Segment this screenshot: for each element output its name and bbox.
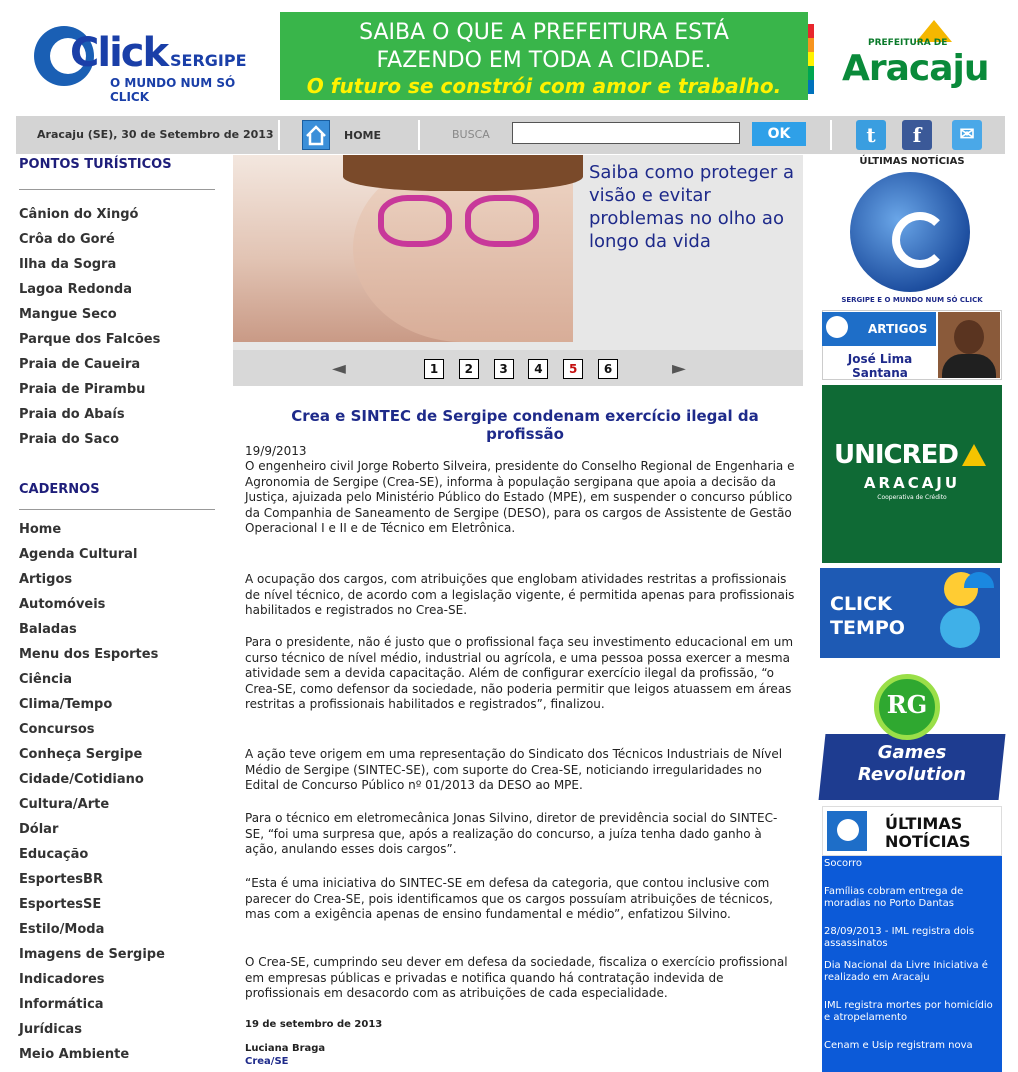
sidebar-item-section[interactable]: Menu dos Esportes [19, 647, 159, 662]
article-footer-date: 19 de setembro de 2013 [245, 1019, 383, 1030]
article-org-link[interactable]: Crea/SE [245, 1056, 289, 1067]
slide-page-button[interactable]: 4 [528, 359, 548, 379]
current-date: Aracaju (SE), 30 de Setembro de 2013 [37, 128, 274, 141]
aracaju-prefix: PREFEITURA DE [868, 38, 948, 48]
mail-icon[interactable]: ✉ [952, 120, 982, 150]
slide-page-button[interactable]: 5 [563, 359, 583, 379]
glasses-lens-right [465, 195, 539, 247]
globe-c-icon [892, 212, 948, 268]
clicksergipe-logo[interactable] [30, 20, 262, 104]
divider [19, 509, 215, 510]
sidebar-item-tourism[interactable]: Mangue Seco [19, 307, 117, 322]
news-list-item[interactable]: Socorro [824, 858, 863, 869]
sidebar-item-section[interactable]: Indicadores [19, 972, 105, 987]
next-arrow-icon[interactable]: ► [672, 358, 686, 379]
sidebar-item-section[interactable]: Cultura/Arte [19, 797, 110, 812]
prefeitura-aracaju-logo[interactable] [838, 16, 988, 98]
news-header-line-2: NOTÍCIAS [885, 832, 971, 851]
slide-page-button[interactable]: 2 [459, 359, 479, 379]
sidebar-item-section[interactable]: Dólar [19, 822, 59, 837]
avatar-head [954, 320, 984, 354]
sections-title: CADERNOS [19, 482, 100, 497]
slide-navigation [233, 350, 803, 386]
banner-stripe-green [808, 66, 814, 80]
news-list-item[interactable]: Famílias cobram entrega de moradias no Porto Dantas [824, 886, 964, 909]
tempo-line-1: CLICK [830, 593, 892, 615]
article-title: Crea e SINTEC de Sergipe condenam exercício ilegal da profissão [291, 407, 759, 443]
aracaju-name: Aracaju [842, 48, 989, 89]
sidebar-item-section[interactable]: Educação [19, 847, 89, 862]
tempo-line-2: TEMPO [830, 617, 905, 639]
latest-news-header [822, 806, 1002, 856]
sidebar-item-section[interactable]: Home [19, 522, 62, 537]
sidebar-item-section[interactable]: Agenda Cultural [19, 547, 138, 562]
banner-stripe-yellow [808, 52, 814, 66]
article-paragraph: “Esta é uma iniciativa do SINTEC-SE em defesa da categoria, que contou inclusive com parecer do Crea-SE, pois identificamos que os cargos possuíam atribuições de técnicos, mas com a exigência apenas de ensino fundamental e médio”, enfatizou Silvino. [245, 876, 773, 922]
slide-page-button[interactable]: 1 [424, 359, 444, 379]
banner-line-1: SAIBA O QUE A PREFEITURA ESTÁ [359, 20, 729, 45]
sidebar-item-section[interactable]: Jurídicas [19, 1022, 82, 1037]
article-author: Luciana Braga [245, 1043, 326, 1054]
article-date: 19/9/2013 [245, 444, 307, 458]
latest-news-title: ÚLTIMAS NOTÍCIAS [859, 156, 965, 167]
news-list-item[interactable]: Dia Nacional da Livre Iniciativa é realizado em Aracaju [824, 960, 988, 983]
sidebar-item-section[interactable]: Automóveis [19, 597, 106, 612]
sidebar-item-section[interactable]: Ciência [19, 672, 73, 687]
artigos-author: José Lima Santana [847, 352, 913, 380]
search-input[interactable] [512, 122, 740, 144]
sidebar-item-section[interactable]: Estilo/Moda [19, 922, 105, 937]
featured-slide[interactable] [233, 155, 803, 350]
sidebar-item-section[interactable]: EsportesBR [19, 872, 103, 887]
news-list-item[interactable]: Cenam e Usip registram nova [824, 1040, 973, 1051]
slide-page-button[interactable]: 3 [494, 359, 514, 379]
banner-stripe-red [808, 24, 814, 38]
search-ok-button[interactable]: OK [752, 122, 806, 146]
sidebar-item-section[interactable]: Imagens de Sergipe [19, 947, 165, 962]
article-paragraph: O engenheiro civil Jorge Roberto Silveira, presidente do Conselho Regional de Engenharia e Agronomia de Sergipe (Crea-SE), informa à população sergipana que apoia a decisão da Justiça, ajuizada pelo Ministério Público do Estado (MPE), em suspender o concurso público da Companhia de Saneamento de Sergipe (DESO), para os cargos de Assistente de Gestão Operacional I e II e de Técnico em Eletrônica. [245, 459, 795, 536]
nav-divider [830, 120, 832, 150]
nav-divider [278, 120, 280, 150]
games-mark: RG [886, 690, 928, 719]
sidebar-item-section[interactable]: EsportesSE [19, 897, 102, 912]
bird-icon [940, 608, 980, 648]
divider [19, 189, 215, 190]
news-list-item[interactable]: 28/09/2013 - IML registra dois assassinatos [824, 926, 975, 949]
latest-news-list [822, 856, 1002, 1072]
unicred-subtitle: Cooperativa de Crédito [877, 494, 947, 501]
logo-tagline: O MUNDO NUM SÓ CLICK [110, 76, 236, 104]
sidebar-item-section[interactable]: Artigos [19, 572, 73, 587]
news-list-item[interactable]: IML registra mortes por homicídio e atropelamento [824, 1000, 993, 1023]
news-header-line-1: ÚLTIMAS [885, 814, 963, 833]
games-revolution-ad[interactable] [822, 670, 1002, 800]
banner-stripe-blue [808, 80, 814, 94]
sidebar-item-tourism[interactable]: Praia do Abaís [19, 407, 125, 422]
unicred-arrow-icon [962, 444, 986, 466]
sidebar-item-section[interactable]: Concursos [19, 722, 95, 737]
sidebar-item-section[interactable]: Clima/Tempo [19, 697, 113, 712]
news-c-inner [837, 819, 859, 841]
sidebar-item-section[interactable]: Cidade/Cotidiano [19, 772, 144, 787]
sidebar-item-section[interactable]: Conheça Sergipe [19, 747, 143, 762]
author-avatar [938, 312, 1000, 378]
home-icon[interactable] [302, 120, 330, 150]
article-paragraph: O Crea-SE, cumprindo seu dever em defesa da sociedade, fiscaliza o exercício profissional em empresas públicas e privadas e notifica quando há contratação indevida de profissionais em desacordo com as atribuições de cada especialidade. [245, 955, 788, 1001]
sidebar-item-tourism[interactable]: Parque dos Falcões [19, 332, 161, 347]
sidebar-item-tourism[interactable]: Praia do Saco [19, 432, 120, 447]
games-line-1: Games [877, 742, 947, 763]
banner-line-3: O futuro se constrói com amor e trabalho. [306, 74, 782, 98]
sidebar-item-section[interactable]: Meio Ambiente [19, 1047, 130, 1062]
tourism-title: PONTOS TURÍSTICOS [19, 157, 172, 172]
unicred-name: UNICRED [834, 440, 958, 470]
sidebar-item-tourism[interactable]: Cânion do Xingó [19, 207, 139, 222]
hair-shape [343, 155, 583, 191]
slide-caption[interactable]: Saiba como proteger a visão e evitar problemas no olho ao longo da vida [589, 162, 795, 252]
slide-page-button[interactable]: 6 [598, 359, 618, 379]
home-link[interactable]: HOME [344, 129, 382, 142]
twitter-icon[interactable]: t [856, 120, 886, 150]
avatar-suit [942, 354, 996, 378]
artigos-label: ARTIGOS [868, 322, 928, 336]
artigos-c-icon [826, 316, 848, 338]
article-paragraph: Para o técnico em eletromecânica Jonas Silvino, diretor de previdência social do SINTEC-SE, “foi uma surpresa que, após a realização do concurso, a juíza tenha dado ganho à ação, anulando esses dois cargos”. [245, 811, 778, 857]
logo-brand-suffix: SERGIPE [170, 51, 247, 70]
article-paragraph: A ocupação dos cargos, com atribuições que englobam atividades restritas a profissionais de nível técnico, de acordo com a legislação vigente, é permitida apenas para profissionais habilitados e registrados no Crea-SE. [245, 572, 795, 618]
sidebar-item-section[interactable]: Baladas [19, 622, 77, 637]
sidebar-item-tourism[interactable]: Praia de Pirambu [19, 382, 146, 397]
sidebar-item-section[interactable]: Informática [19, 997, 104, 1012]
banner-stripe-orange [808, 38, 814, 52]
unicred-city: ARACAJU [863, 474, 961, 492]
nav-divider [418, 120, 420, 150]
games-line-2: Revolution [857, 764, 967, 785]
search-label: BUSCA [452, 128, 490, 141]
facebook-icon[interactable]: f [902, 120, 932, 150]
click-tempo-ad[interactable] [820, 568, 1000, 658]
logo-brand: Click [70, 30, 168, 76]
sidebar-item-tourism[interactable]: Praia de Caueira [19, 357, 141, 372]
sidebar-item-tourism[interactable]: Crôa do Goré [19, 232, 115, 247]
globe-tagline: SERGIPE E O MUNDO NUM SÓ CLICK [841, 296, 983, 304]
article-paragraph: A ação teve origem em uma representação do Sindicato dos Técnicos Industriais de Nível Médio de Sergipe (SINTEC-SE), com suporte do Crea-SE, noticiando irregularidades no Edital de Concurso Público nº 01/2013 da DESO ao MPE. [245, 747, 783, 793]
glasses-lens-left [378, 195, 452, 247]
slide-photo [233, 155, 570, 342]
article-paragraph: Para o presidente, não é justo que o profissional faça seu investimento educacional em um curso técnico de nível médio, industrial ou agrícola, e uma pessoa possa exercer a mesma atividade sem a devida capacitação. Além de configurar exercício ilegal da profissão, “o Crea-SE, como defensor da sociedade, não poderia permitir que leigos atuassem em áreas restritas a profissionais habilitados e registrados”, finalizou. [245, 635, 794, 712]
prefeitura-banner[interactable] [280, 12, 808, 100]
sidebar-item-tourism[interactable]: Ilha da Sogra [19, 257, 117, 272]
sidebar-item-tourism[interactable]: Lagoa Redonda [19, 282, 132, 297]
prev-arrow-icon[interactable]: ◄ [332, 358, 346, 379]
banner-line-2: FAZENDO EM TODA A CIDADE. [376, 48, 712, 73]
